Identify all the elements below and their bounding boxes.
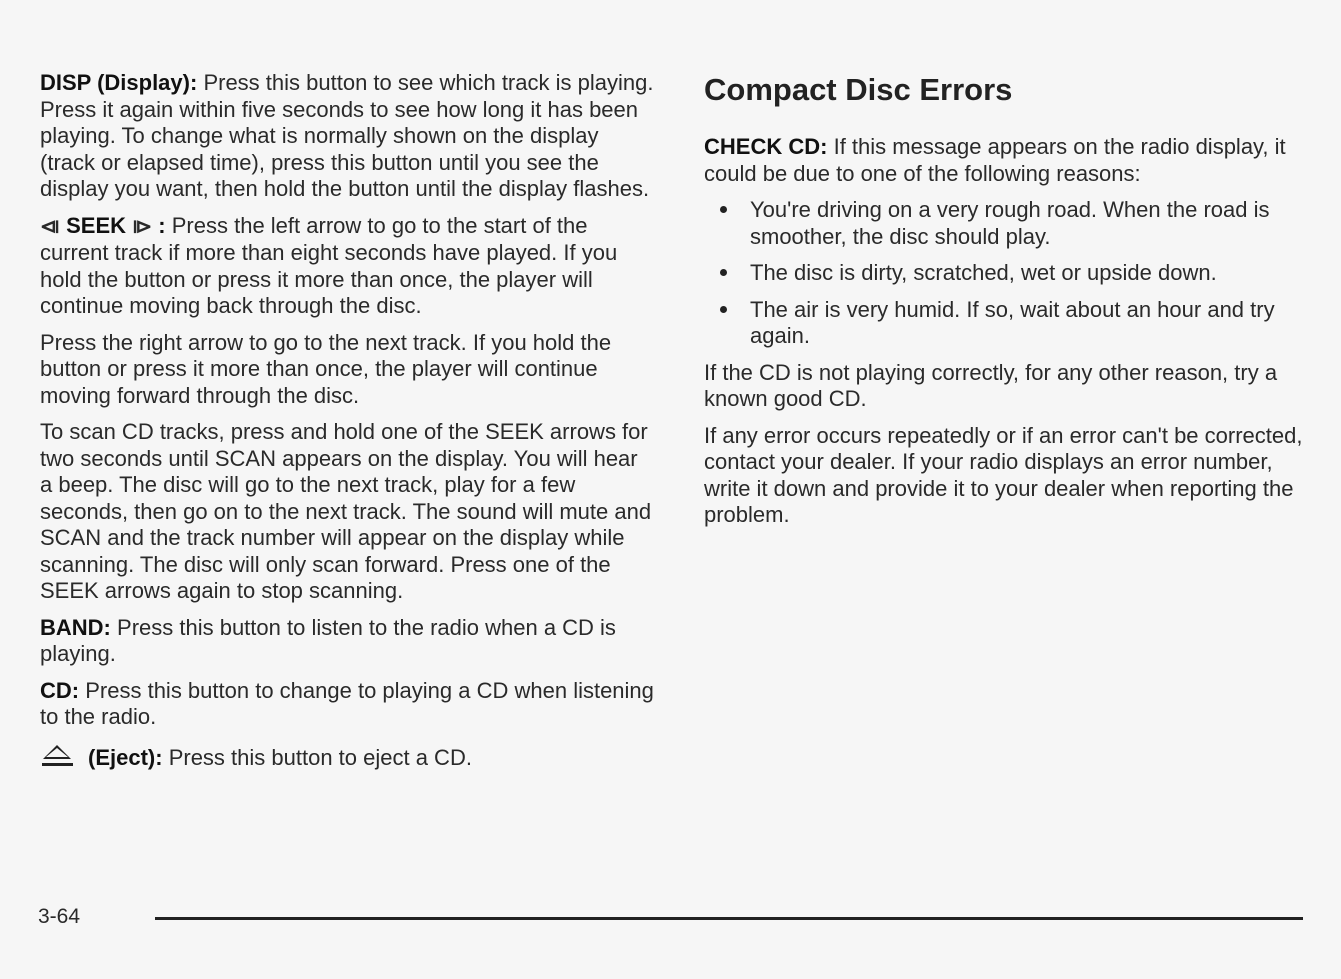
eject-text: Press this button to eject a CD. <box>168 744 472 770</box>
bullet-icon <box>720 269 727 276</box>
page-number: 3-64 <box>38 905 81 928</box>
eject-icon <box>40 745 74 767</box>
reason-text: You're driving on a very rough road. When the road is smoother, the disc should play. <box>750 197 1270 249</box>
cd-term: CD: <box>40 677 80 703</box>
check-cd-paragraph <box>704 134 1304 187</box>
right-column <box>704 70 1304 539</box>
reasons-list <box>704 197 1304 350</box>
check-cd-term: CHECK CD: <box>704 134 828 159</box>
cd-text: Press this button to change to playing a CD when listening to the radio. <box>40 677 654 729</box>
list-item <box>704 297 1304 350</box>
seek-colon: : <box>158 212 166 238</box>
reason-text: The disc is dirty, scratched, wet or upside down. <box>750 260 1217 285</box>
seek-paragraph <box>40 213 655 320</box>
error-paragraph: If any error occurs repeatedly or if an error can't be corrected, contact your dealer. If your radio displays an error number, write it down and provide it to your dealer when reporting the problem. <box>704 422 1303 527</box>
band-paragraph <box>40 615 655 668</box>
cd-paragraph <box>40 678 655 731</box>
seek-text: Press the left arrow to go to the start of the current track if more than eight seconds have played. If you hold the button or press it more than once, the player will continue moving back through the disc. <box>40 212 618 318</box>
left-column <box>40 70 655 781</box>
section-heading: Compact Disc Errors <box>704 72 1013 107</box>
check-cd-text: If this message appears on the radio display, it could be due to one of the following reasons: <box>704 134 1286 186</box>
disp-paragraph <box>40 70 655 203</box>
scan-paragraph: To scan CD tracks, press and hold one of the SEEK arrows for two seconds until SCAN appears on the display. You will hear a beep. The disc will go to the next track, play for a few seconds, then go on to the next track. The sound will mute and SCAN and the track number will appear on the display while scanning. The disc will only scan forward. Press one of the SEEK arrows again to stop scanning. <box>40 419 652 603</box>
reason-text: The air is very humid. If so, wait about an hour and try again. <box>750 296 1275 348</box>
eject-paragraph <box>40 745 655 772</box>
bullet-icon <box>720 306 727 313</box>
bullet-icon <box>720 206 727 213</box>
seek-right-paragraph: Press the right arrow to go to the next track. If you hold the button or press it more than once, the player will continue moving forward through the disc. <box>40 329 612 408</box>
seek-term: SEEK <box>66 212 127 238</box>
footer-divider <box>155 917 1303 920</box>
seek-next-icon: ⧐ <box>132 215 153 238</box>
disp-term: DISP (Display): <box>40 70 198 95</box>
band-text: Press this button to listen to the radio when a CD is playing. <box>40 614 616 666</box>
band-term: BAND: <box>40 614 111 640</box>
seek-previous-icon: ⧏ <box>40 215 60 238</box>
disp-text: Press this button to see which track is playing. Press it again within five seconds to see how long it has been playing. To change what is normally shown on the display (track or elapsed time), press this button until you see the display you want, then hold the button until the display flashes. <box>40 70 654 201</box>
eject-term: (Eject): <box>88 744 163 770</box>
list-item <box>704 197 1304 250</box>
list-item <box>704 260 1304 287</box>
not-playing-paragraph: If the CD is not playing correctly, for any other reason, try a known good CD. <box>704 359 1278 411</box>
